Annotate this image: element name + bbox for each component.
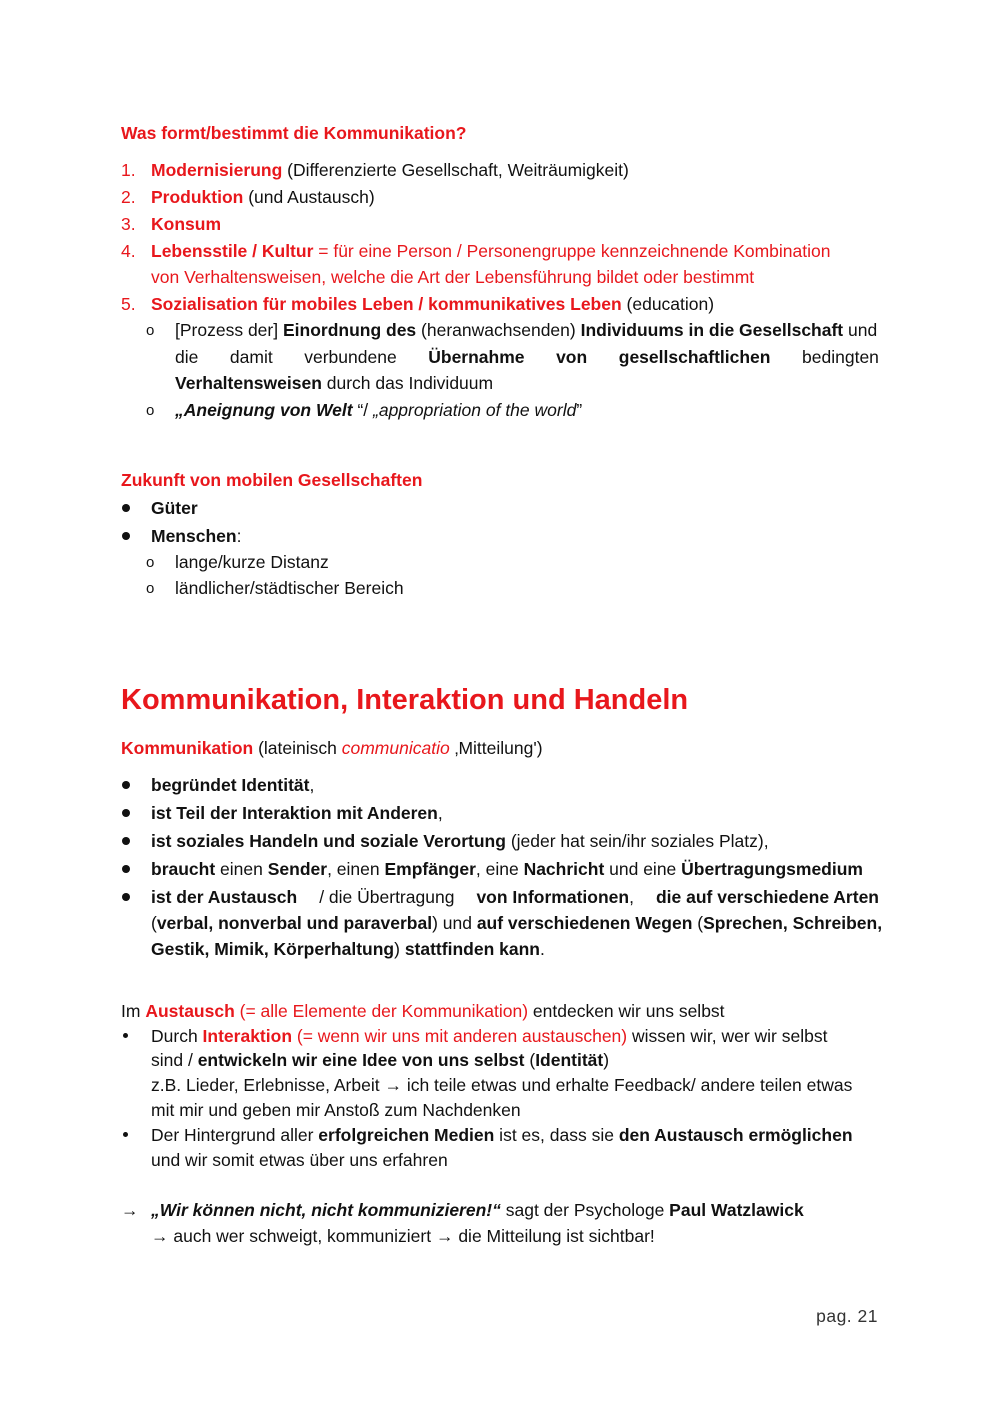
list-number: 5.	[121, 294, 136, 314]
bullet-icon	[122, 532, 130, 540]
bullet-icon	[122, 893, 130, 901]
sub-item: [Prozess der] Einordnung des (heranwachsenden) Individuums in die Gesellschaft und	[175, 320, 878, 340]
list-item-continued: und wir somit etwas über uns erfahren	[151, 1150, 448, 1170]
bullet-icon	[122, 809, 130, 817]
list-item-justified: ist der Austausch / die Übertragung von Informationen, die auf verschiedene Arten	[151, 887, 879, 907]
page-number: pag. 21	[816, 1306, 878, 1326]
circle-bullet-icon: o	[146, 554, 155, 571]
list-item-continued: z.B. Lieder, Erlebnisse, Arbeit → ich teile etwas und erhalte Feedback/ andere teilen etwas	[151, 1075, 853, 1095]
circle-bullet-icon: o	[146, 322, 155, 339]
intro-line: Kommunikation (lateinisch communicatio ‚Mitteilung')	[121, 738, 543, 758]
list-item-continued: Gestik, Mimik, Körperhaltung) stattfinden kann.	[151, 939, 545, 959]
sub-item-justified: die damit verbundene Übernahme von gesellschaftlichen bedingten	[175, 347, 879, 367]
list-item-continued: mit mir und geben mir Anstoß zum Nachdenken	[151, 1100, 521, 1120]
list-item: braucht einen Sender, einen Empfänger, eine Nachricht und eine Übertragungsmedium	[151, 859, 863, 879]
paragraph: Im Austausch (= alle Elemente der Kommunikation) entdecken wir uns selbst	[121, 1001, 725, 1021]
list-item: Konsum	[151, 214, 221, 234]
bullet-icon	[122, 837, 130, 845]
list-number: 4.	[121, 241, 136, 261]
list-number: 1.	[121, 160, 136, 180]
list-item: Lebensstile / Kultur = für eine Person / Personengruppe kennzeichnende Kombination	[151, 241, 831, 261]
list-item-continued: (verbal, nonverbal und paraverbal) und auf verschiedenen Wegen (Sprechen, Schreiben,	[151, 913, 883, 933]
bullet-icon	[122, 781, 130, 789]
arrow-icon: →	[121, 1200, 139, 1220]
list-item: ist Teil der Interaktion mit Anderen,	[151, 803, 443, 823]
sub-item: „Aneignung von Welt “/ „appropriation of the world”	[175, 400, 583, 420]
bullet-icon	[123, 1033, 128, 1038]
bullet-icon	[122, 504, 130, 512]
list-item: Der Hintergrund aller erfolgreichen Medien ist es, dass sie den Austausch ermöglichen	[151, 1125, 853, 1145]
list-number: 3.	[121, 214, 136, 234]
sub-item-continued: Verhaltensweisen durch das Individuum	[175, 373, 494, 393]
list-item: Sozialisation für mobiles Leben / kommunikatives Leben (education)	[151, 294, 715, 314]
section-heading-zukunft: Zukunft von mobilen Gesellschaften	[121, 470, 423, 490]
list-number: 2.	[121, 187, 136, 207]
list-item: Güter	[151, 498, 198, 518]
sub-item: ländlicher/städtischer Bereich	[175, 578, 404, 598]
list-item: Modernisierung (Differenzierte Gesellschaft, Weiträumigkeit)	[151, 160, 629, 180]
list-item-continued: sind / entwickeln wir eine Idee von uns selbst (Identität)	[151, 1050, 610, 1070]
sub-item: lange/kurze Distanz	[175, 552, 329, 572]
list-item: Durch Interaktion (= wenn wir uns mit anderen austauschen) wissen wir, wer wir selbst	[151, 1026, 828, 1046]
list-item: Produktion (und Austausch)	[151, 187, 375, 207]
conclusion-line: → auch wer schweigt, kommuniziert → die Mitteilung ist sichtbar!	[151, 1226, 655, 1246]
page-title: Kommunikation, Interaktion und Handeln	[121, 684, 689, 716]
circle-bullet-icon: o	[146, 402, 155, 419]
list-item: begründet Identität,	[151, 775, 315, 795]
section-heading-kommunikation: Was formt/bestimmt die Kommunikation?	[121, 123, 467, 143]
bullet-icon	[123, 1132, 128, 1137]
list-item: Menschen:	[151, 526, 242, 546]
list-item: ist soziales Handeln und soziale Verortung (jeder hat sein/ihr soziales Platz),	[151, 831, 769, 851]
quote-line: „Wir können nicht, nicht kommunizieren!“ sagt der Psychologe Paul Watzlawick	[151, 1200, 804, 1220]
bullet-icon	[122, 865, 130, 873]
list-item-continued: von Verhaltensweisen, welche die Art der Lebensführung bildet oder bestimmt	[151, 267, 755, 287]
circle-bullet-icon: o	[146, 580, 155, 597]
